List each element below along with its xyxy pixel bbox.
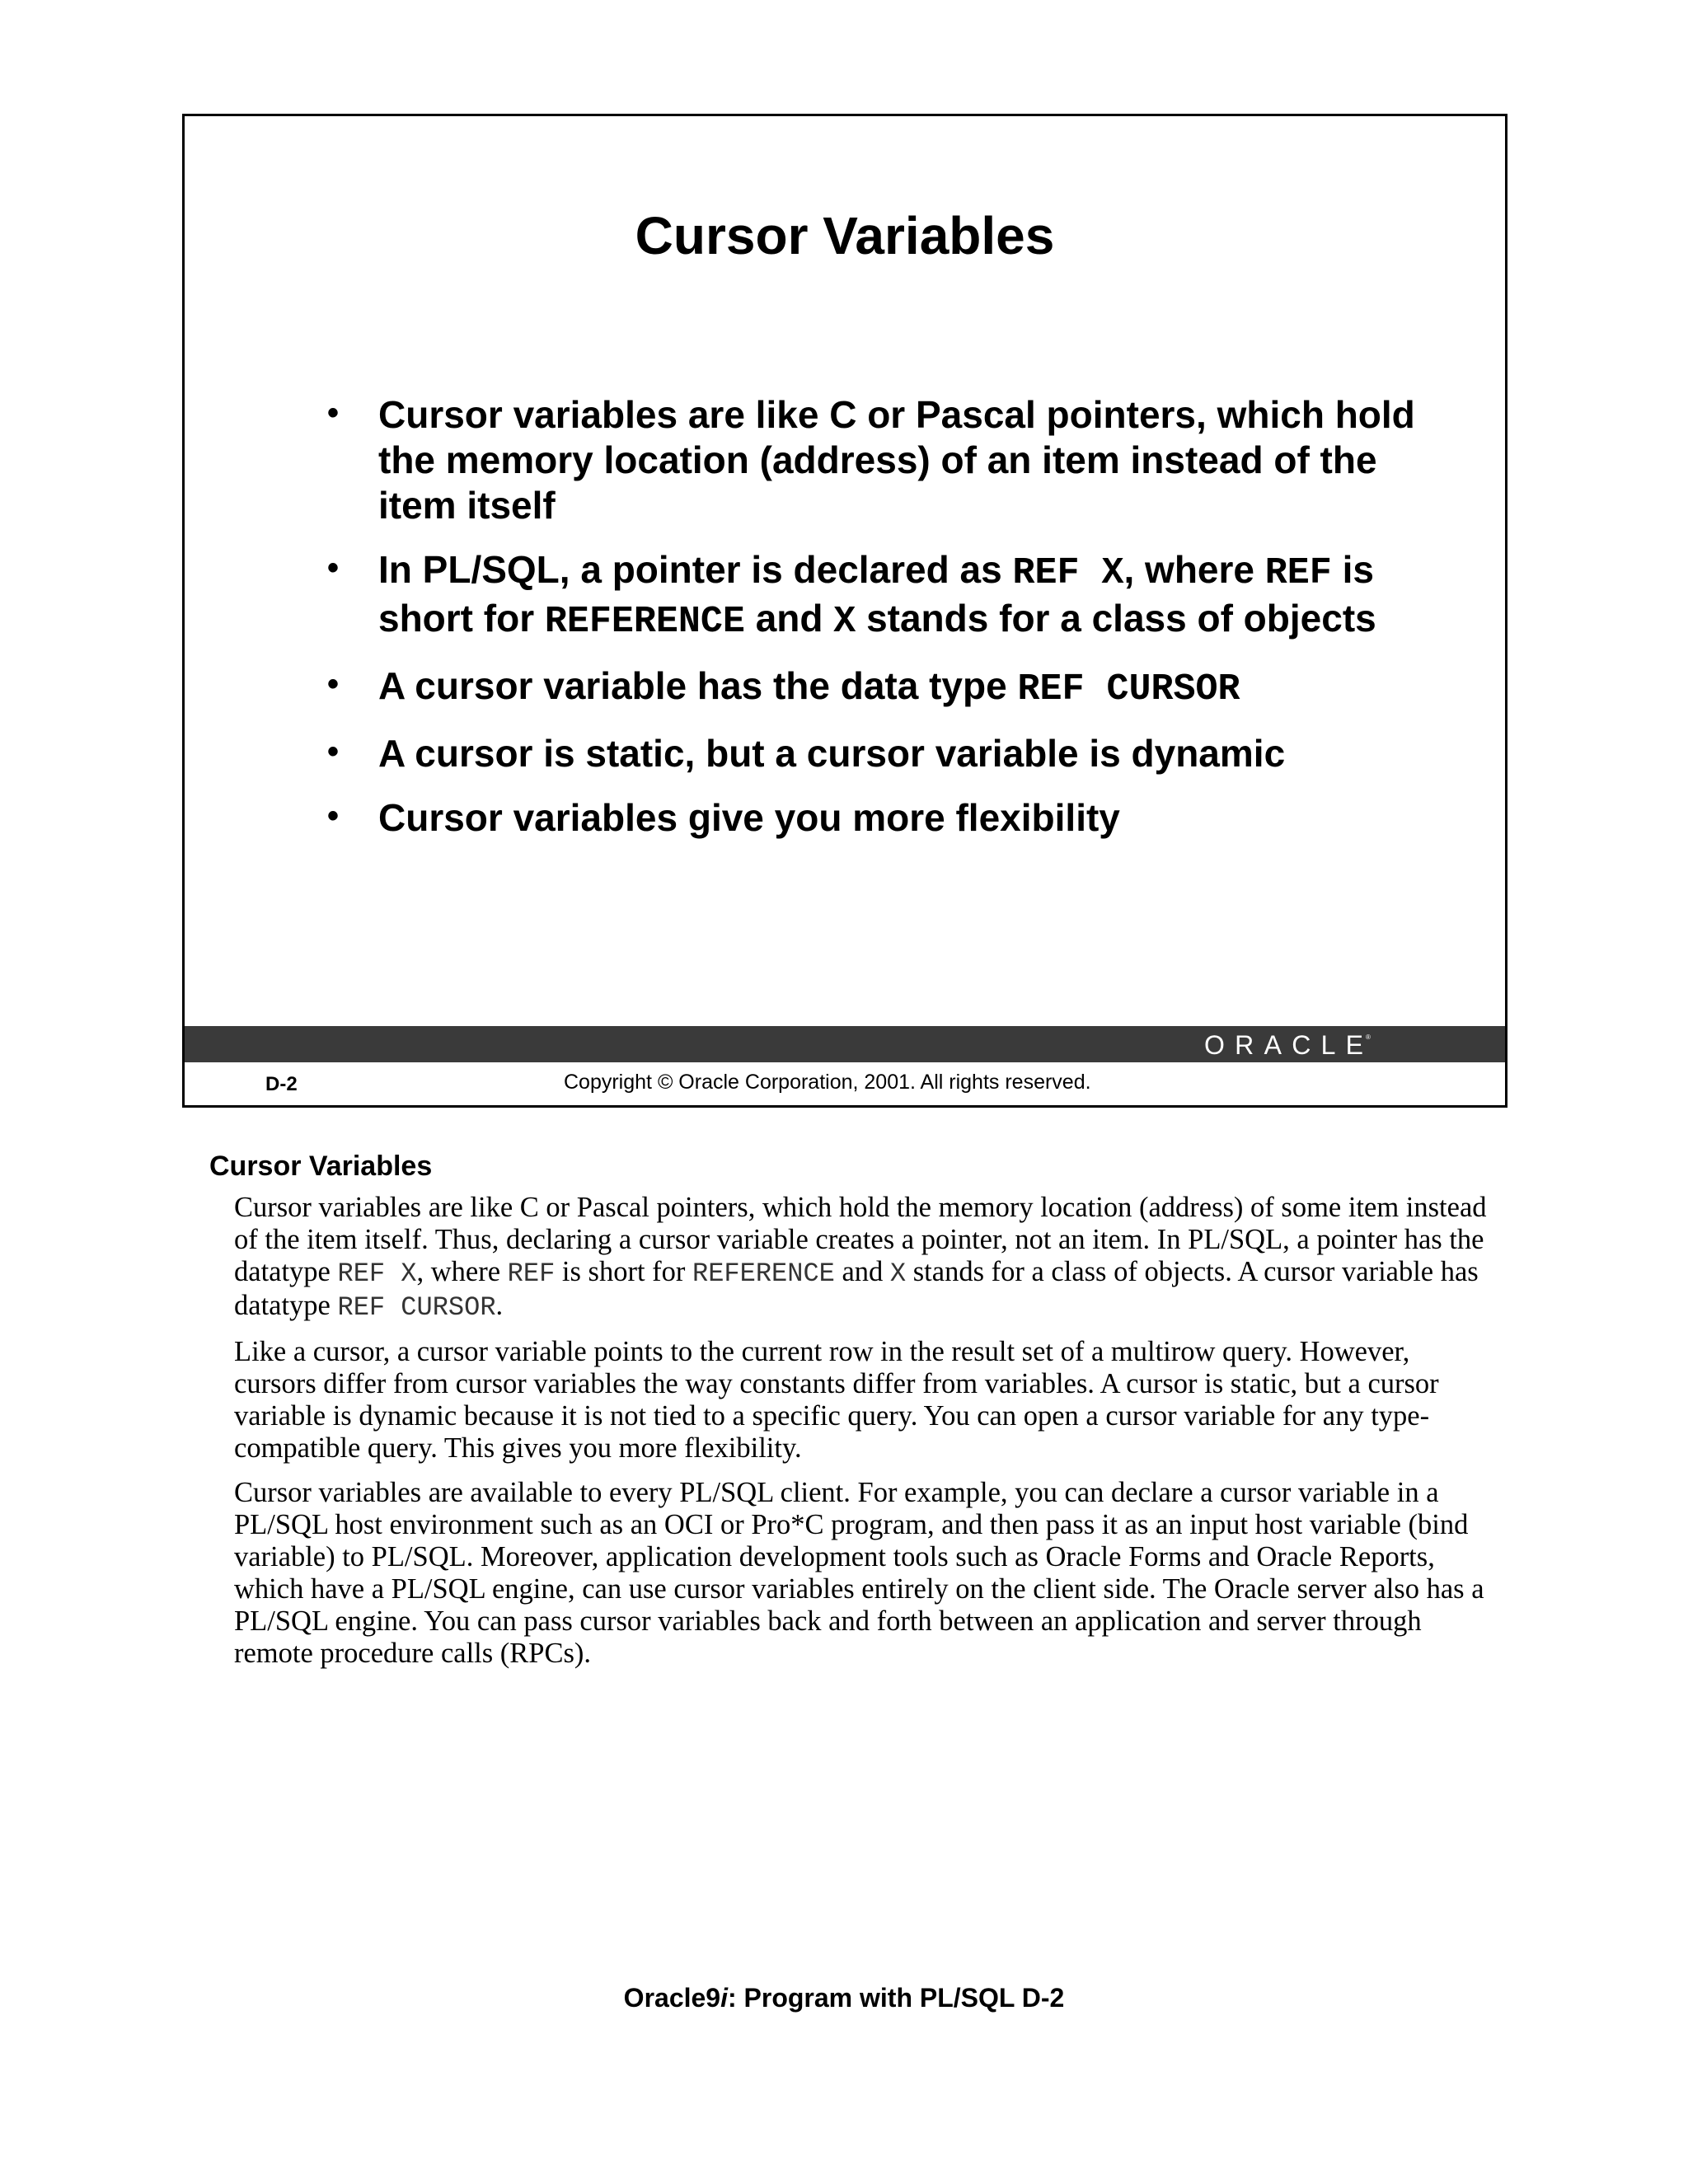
footer-text: Oracle9 xyxy=(623,1983,721,2013)
code-x: X xyxy=(833,601,856,643)
slide-bullet-list xyxy=(321,392,1417,860)
bullet-text: In PL/SQL, a pointer is declared as xyxy=(378,548,1013,591)
code-ref-x: REF X xyxy=(1012,552,1124,594)
notes-text: stands for a class of objects. A cursor variable has datatype xyxy=(234,1256,1479,1321)
notes-text: . xyxy=(495,1290,504,1321)
code-reference: REFERENCE xyxy=(544,601,745,643)
code-ref-x: REF X xyxy=(337,1258,417,1289)
code-ref: REF xyxy=(507,1258,556,1289)
bullet-icon: • xyxy=(326,798,339,834)
bullet-text: stands for a class of objects xyxy=(856,597,1376,640)
oracle-logo-text: ORACLE xyxy=(1204,1030,1365,1060)
notes-text: is short for xyxy=(555,1256,693,1287)
notes-heading: Cursor Variables xyxy=(209,1151,433,1182)
notes-text: , where xyxy=(416,1256,508,1287)
bullet-text: A cursor variable has the data type xyxy=(378,664,1018,707)
notes-body xyxy=(234,1192,1487,1682)
bullet-text: and xyxy=(744,597,834,640)
bullet-icon: • xyxy=(326,550,339,586)
slide-number: D-2 xyxy=(265,1073,298,1095)
bullet-text: Cursor variables give you more flexibility xyxy=(378,796,1120,839)
slide-bullet-5 xyxy=(321,795,1417,841)
slide-footer-bar xyxy=(185,1026,1505,1062)
code-ref: REF xyxy=(1264,552,1332,594)
slide-footer xyxy=(185,1062,1505,1105)
page-footer xyxy=(0,1983,1688,2013)
code-ref-cursor: REF CURSOR xyxy=(337,1292,496,1323)
slide-bullet-1 xyxy=(321,392,1417,528)
notes-paragraph-3: Cursor variables are available to every PL/SQL client. For example, you can declare a cursor variable in a PL/SQL host environment such as an OCI or Pro*C program, and then pass it as an input host variable (bind variable) to PL/SQL. Moreover, application development tools such as Oracle Forms and Oracle Reports, which have a PL/SQL engine, can use cursor variables entirely on the client side. The Oracle server also has a PL/SQL engine. You can pass cursor variables back and forth between an application and server through remote procedure calls (RPCs). xyxy=(234,1477,1484,1669)
notes-text: and xyxy=(834,1256,890,1287)
code-ref-cursor: REF CURSOR xyxy=(1017,668,1240,710)
notes-paragraph-1 xyxy=(234,1192,1487,1324)
bullet-text: , where xyxy=(1123,548,1265,591)
bullet-text: A cursor is static, but a cursor variable is dynamic xyxy=(378,732,1286,775)
bullet-text: is short for xyxy=(378,548,1374,640)
footer-text: : Program with PL/SQL D-2 xyxy=(727,1983,1065,2013)
slide-bullet-2 xyxy=(321,547,1417,644)
slide-bullet-4 xyxy=(321,731,1417,776)
slide-bullet-3 xyxy=(321,663,1417,712)
trademark-mark: ® xyxy=(1366,1033,1371,1041)
code-x: X xyxy=(889,1258,907,1289)
slide-frame xyxy=(182,114,1507,1108)
footer-italic-i: i xyxy=(720,1983,728,2013)
code-reference: REFERENCE xyxy=(692,1258,835,1289)
notes-paragraph-2: Like a cursor, a cursor variable points to the current row in the result set of a multirow query. However, cursors differ from cursor variables the way constants differ from variables. A cursor is static, but a cursor variable is dynamic because it is not tied to a specific query. You can open a cursor variable for any type-compatible query. This gives you more flexibility. xyxy=(234,1336,1439,1464)
bullet-icon: • xyxy=(326,666,339,702)
oracle-logo-icon xyxy=(1204,1029,1369,1059)
bullet-icon: • xyxy=(326,395,339,431)
bullet-icon: • xyxy=(326,733,339,770)
bullet-text: Cursor variables are like C or Pascal pointers, which hold the memory location (address) of an item instead of the item itself xyxy=(378,393,1415,527)
slide-copyright: Copyright © Oracle Corporation, 2001. All rights reserved. xyxy=(564,1071,1091,1094)
slide-title: Cursor Variables xyxy=(635,206,1055,265)
notes-text: Cursor variables are like C or Pascal pointers, which hold the memory location (address) of some item instead of the item itself. Thus, declaring a cursor variable creates a pointer, not an item. In PL/SQL, a pointer has the datatype xyxy=(234,1192,1487,1287)
